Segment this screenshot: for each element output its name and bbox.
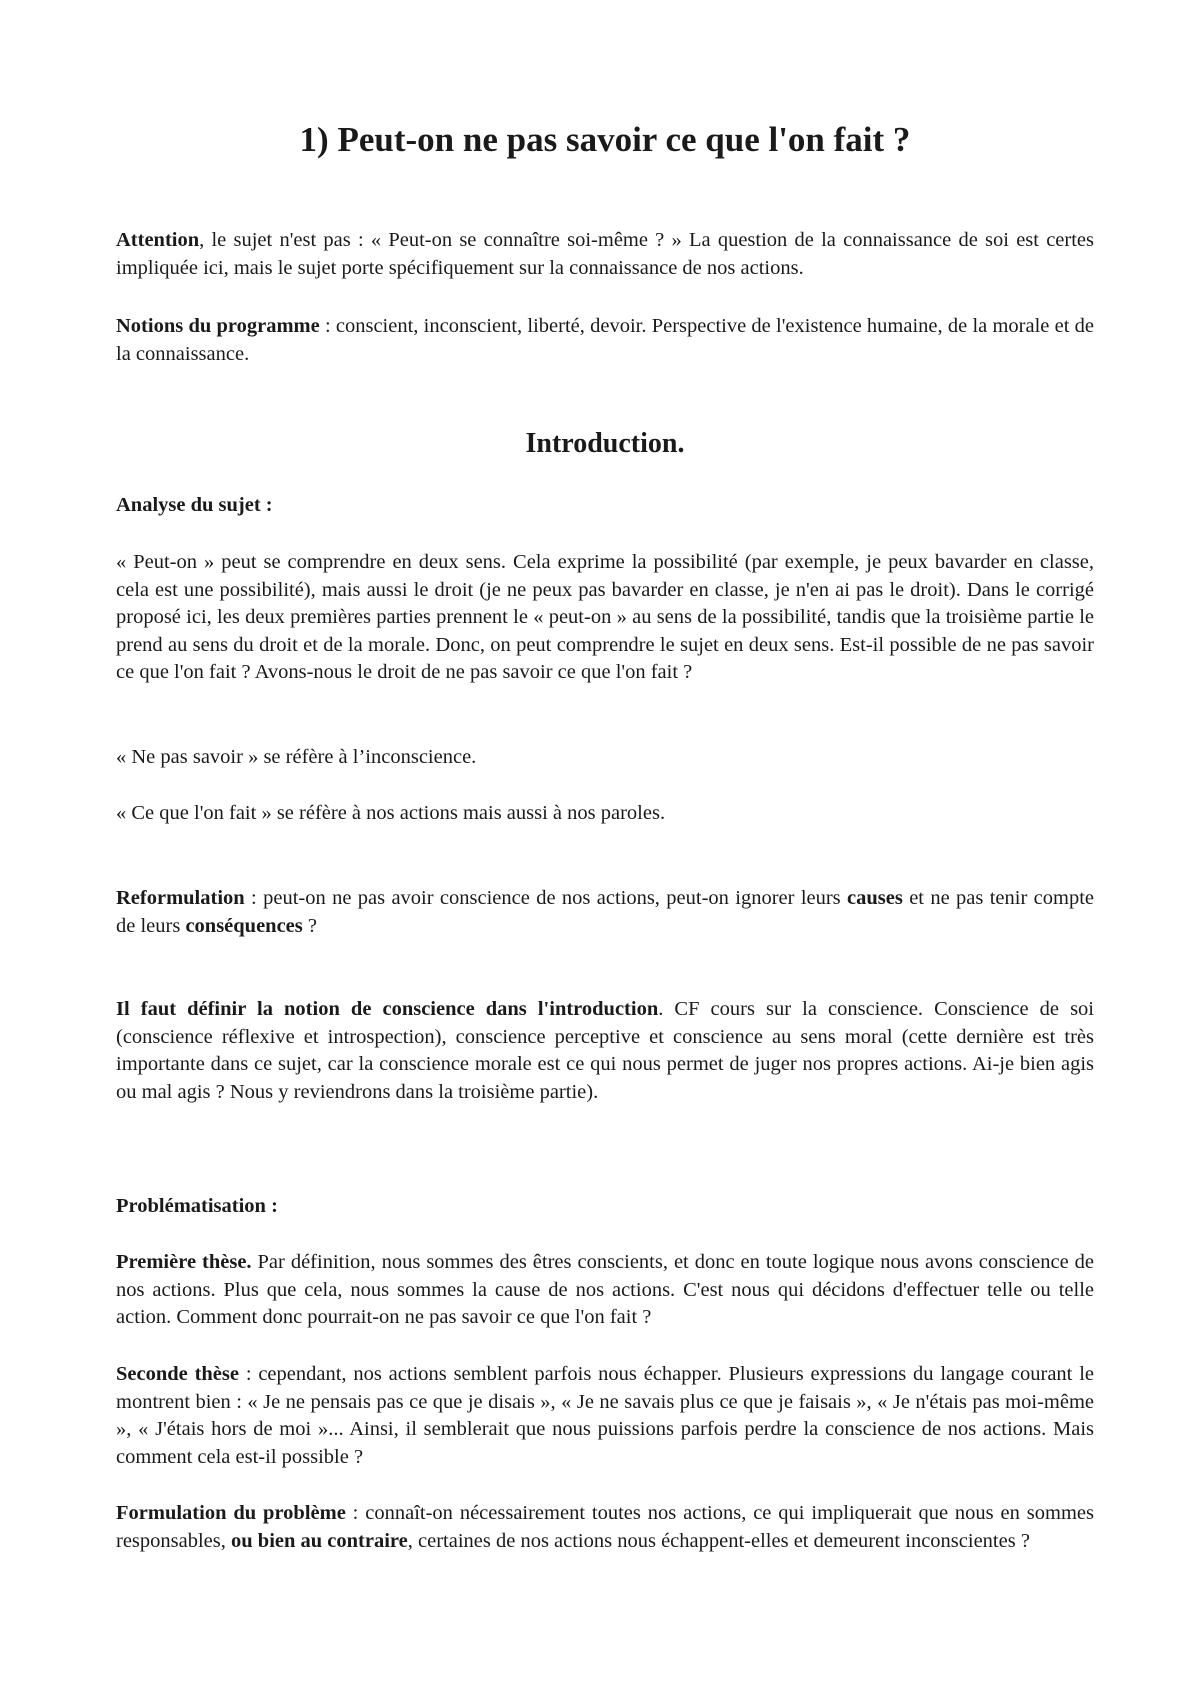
premiere-these-text: Par définition, nous sommes des êtres conscients, et donc en toute logique nous avons conscience de nos actions. Plus que cela, nous sommes la cause de nos actions. C'est nous qui décidons d'effectuer telle ou telle action. Comment donc pourrait-on ne pas savoir ce que l'on fait ? — [116, 1251, 1095, 1329]
introduction-heading: Introduction. — [525, 428, 685, 459]
formulation-bold-contraire: ou bien au contraire — [231, 1529, 408, 1552]
analyse-heading: Analyse du sujet : — [116, 494, 273, 516]
analyse-paragraph-1: « Peut-on » peut se comprendre en deux sens. Cela exprime la possibilité (par exemple, je peux bavarder en classe, cela est une possibilité), mais aussi le droit (je ne peux pas bavarder en classe, je n'en ai pas le droit). Dans le corrigé proposé ici, les deux premières parties prennent le « peut-on » au sens de la possibilité, tandis que la troisième partie le prend au sens du droit et de la morale. Donc, on peut comprendre le sujet en deux sens. Est-il possible de ne pas savoir ce que l'on fait ? Avons-nous le droit de ne pas savoir ce que l'on fait ? — [116, 551, 1094, 684]
page-title: 1) Peut-on ne pas savoir ce que l'on fait ? — [299, 120, 911, 159]
formulation-text-a: : connaît-on nécessairement toutes nos actions, ce qui impliquerait que nous en sommes responsables, — [116, 1502, 1094, 1552]
formulation-text-b: , certaines de nos actions nous échappent-elles et demeurent inconscientes ? — [407, 1529, 1030, 1552]
formulation-paragraph — [116, 1500, 1094, 1555]
problematisation-heading: Problématisation : — [116, 1195, 278, 1217]
attention-text: , le sujet n'est pas : « Peut-on se connaître soi-même ? » La question de la connaissance de soi est certes impliquée ici, mais le sujet porte spécifiquement sur la connaissance de nos actions. — [116, 229, 1094, 279]
premiere-these-label: Première thèse. — [116, 1251, 252, 1273]
definir-paragraph — [116, 996, 1094, 1106]
formulation-label: Formulation du problème — [116, 1502, 346, 1524]
seconde-these-text: : cependant, nos actions semblent parfois nous échapper. Plusieurs expressions du langage courant le montrent bien : « Je ne pensais pas ce que je disais », « Je ne savais plus ce que je faisais », « Je n'étais pas moi-même », « J'étais hors de moi »... Ainsi, il semblerait que nous puissions parfois perdre la conscience de nos actions. Mais comment cela est-il possible ? — [116, 1363, 1094, 1468]
reformulation-paragraph — [116, 885, 1094, 940]
reformulation-bold-consequences: conséquences — [185, 914, 303, 937]
notions-text: : conscient, inconscient, liberté, devoir. Perspective de l'existence humaine, de la morale et de la connaissance. — [116, 315, 1094, 365]
reformulation-bold-causes: causes — [847, 887, 903, 909]
premiere-these-paragraph — [116, 1249, 1094, 1332]
definir-text: . CF cours sur la conscience. Conscience de soi (conscience réflexive et introspection), conscience perceptive et conscience au sens moral (cette dernière est très importante dans ce sujet, car la conscience morale est ce qui nous permet de juger nos propres actions. Ai-je bien agis ou mal agis ? Nous y reviendrons dans la troisième partie). — [116, 998, 1095, 1103]
seconde-these-label: Seconde thèse — [116, 1363, 239, 1385]
reformulation-text-c: ? — [302, 914, 317, 937]
attention-label: Attention — [116, 229, 200, 251]
definir-label: Il faut définir la notion de conscience dans l'introduction — [116, 998, 659, 1020]
reformulation-text-b: et ne pas tenir compte de leurs — [116, 887, 1094, 937]
analyse-paragraph-2: « Ne pas savoir » se réfère à l’inconscience. — [116, 746, 477, 768]
notions-label: Notions du programme — [116, 315, 320, 337]
document-page — [116, 0, 1094, 1698]
reformulation-label: Reformulation — [116, 887, 245, 909]
reformulation-text-a: : peut-on ne pas avoir conscience de nos actions, peut-on ignorer leurs — [244, 887, 848, 909]
notions-paragraph — [116, 313, 1094, 368]
analyse-paragraph-3: « Ce que l'on fait » se réfère à nos actions mais aussi à nos paroles. — [116, 802, 666, 824]
attention-paragraph — [116, 227, 1094, 282]
seconde-these-paragraph — [116, 1361, 1094, 1471]
